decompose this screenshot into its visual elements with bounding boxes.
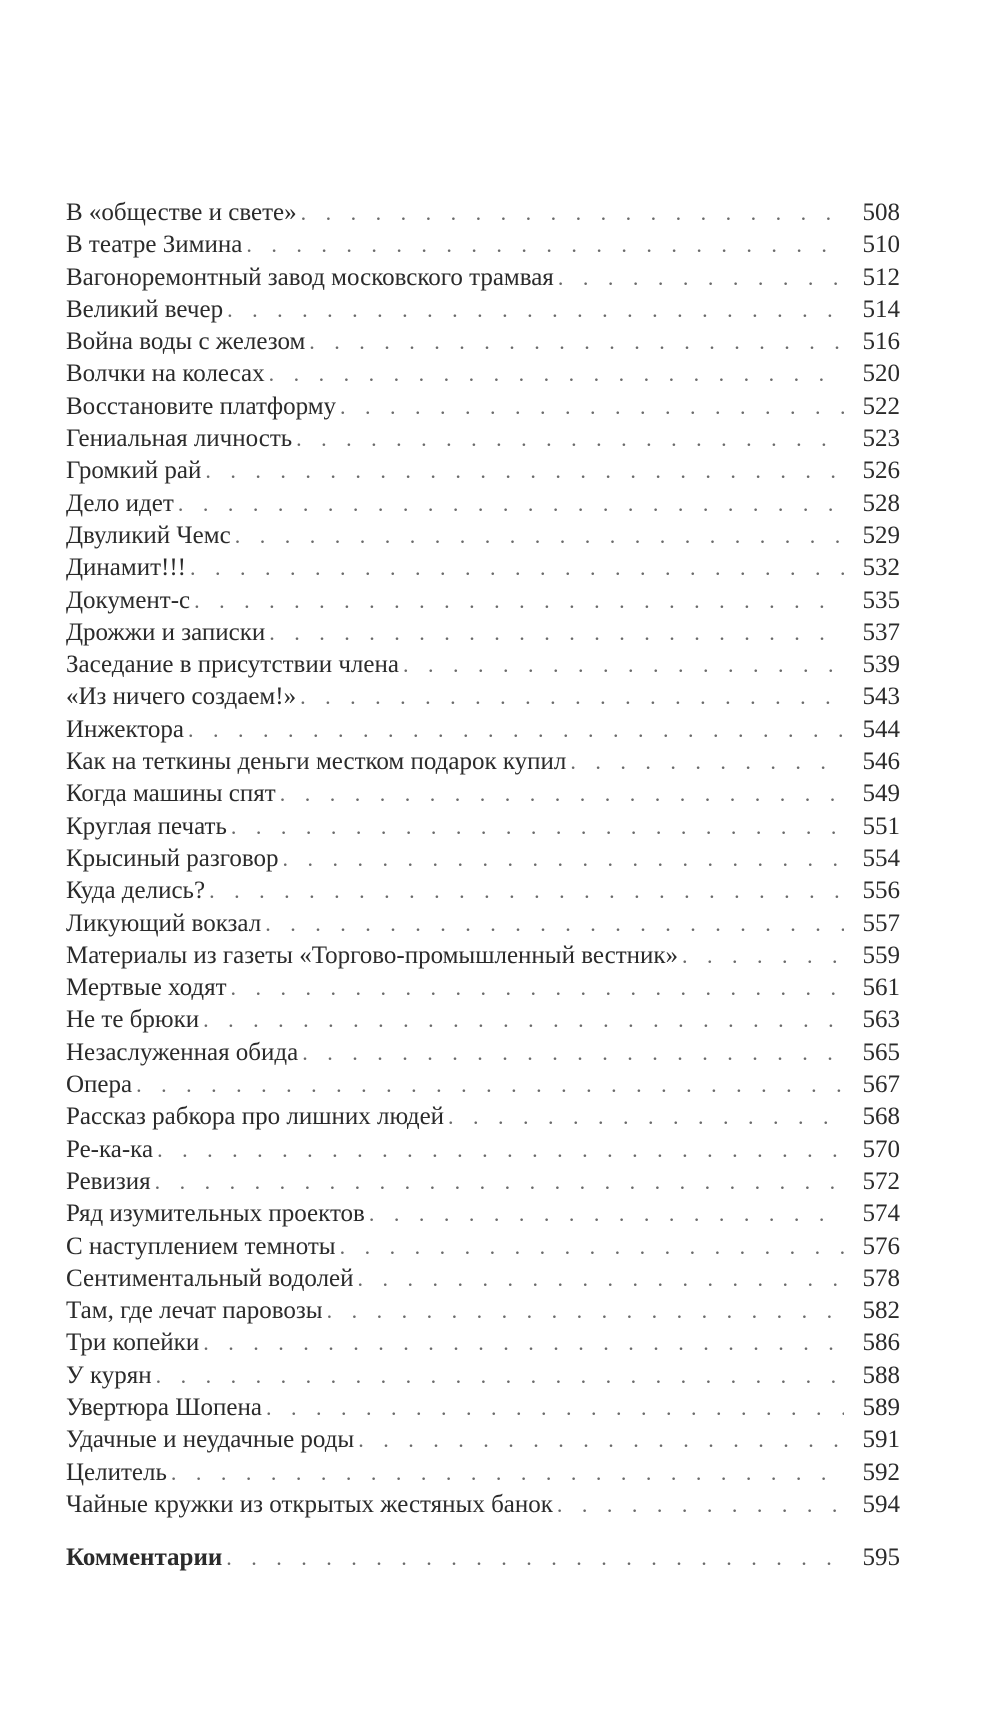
toc-entry-title: Там, где лечат паровозы	[66, 1297, 323, 1325]
toc-entry-title: Материалы из газеты «Торгово-промышленный вестник»	[66, 941, 679, 969]
toc-entry-page: 588	[862, 1361, 900, 1389]
toc-leader-dots	[190, 552, 844, 584]
toc-entry-title: Рассказ рабкора про лишних людей	[66, 1103, 445, 1131]
toc-entry	[66, 1392, 900, 1424]
toc-leader-dots	[194, 585, 844, 617]
toc-entry	[66, 229, 900, 261]
toc-entry	[66, 1037, 900, 1069]
toc-entry-title: В «обществе и свете»	[66, 199, 297, 226]
toc-entry	[66, 520, 900, 552]
toc-entry	[66, 1424, 900, 1456]
toc-leader-dots	[156, 1360, 844, 1392]
toc-entry-title: Круглая печать	[66, 812, 227, 840]
toc-entry-page: 568	[862, 1103, 900, 1131]
toc-leader-dots	[227, 294, 844, 326]
toc-entry-page: 554	[862, 844, 900, 872]
toc-entry	[66, 1004, 900, 1036]
toc-leader-dots	[358, 1263, 844, 1295]
toc-entry	[66, 714, 900, 746]
toc-entry-page: 576	[862, 1232, 900, 1260]
toc-entry	[66, 1295, 900, 1327]
toc-entry-page: 570	[862, 1135, 900, 1163]
toc-entry-page: 556	[862, 877, 900, 905]
toc-leader-dots	[178, 488, 844, 520]
toc-entry-title: Увертюра Шопена	[66, 1393, 262, 1421]
toc-leader-dots	[246, 229, 844, 261]
toc-entry-title: «Из ничего создаем!»	[66, 683, 297, 711]
toc-leader-dots	[188, 714, 844, 746]
toc-entry-title: Ряд изумительных проектов	[66, 1200, 365, 1228]
toc-leader-dots	[558, 262, 844, 294]
toc-entry	[66, 552, 900, 584]
toc-leader-dots	[327, 1295, 844, 1327]
toc-entry-title: Ликующий вокзал	[66, 909, 262, 937]
toc-leader-dots	[296, 423, 844, 455]
toc-entry	[66, 649, 900, 681]
toc-entry-title: Куда делись?	[66, 877, 206, 905]
toc-entry-title: Удачные и неудачные роды	[66, 1426, 355, 1454]
toc-entry-title: Волчки на колесах	[66, 360, 265, 388]
toc-entry-page: 592	[862, 1458, 900, 1486]
toc-entry-page: 544	[862, 715, 900, 743]
toc-entry	[66, 1134, 900, 1166]
toc-entry	[66, 391, 900, 423]
toc-entry	[66, 423, 900, 455]
toc-entry	[66, 1360, 900, 1392]
toc-entry	[66, 1327, 900, 1359]
toc-entry-page: 516	[862, 328, 900, 356]
toc-leader-dots	[557, 1489, 844, 1521]
toc-leader-dots	[203, 1004, 844, 1036]
toc-entry-title: Дрожжи и записки	[66, 618, 266, 646]
toc-entry-page: 546	[862, 748, 900, 776]
toc-entry	[66, 1231, 900, 1263]
toc-entry-page: 532	[862, 554, 900, 582]
toc-entry-title: В театре Зимина	[66, 231, 243, 259]
toc-entry-title: Дело идет	[66, 489, 174, 517]
toc-leader-dots	[157, 1134, 844, 1166]
toc-leader-dots	[358, 1424, 844, 1456]
toc-leader-dots	[300, 681, 844, 713]
toc-entry	[66, 585, 900, 617]
toc-entry-page: 522	[862, 392, 900, 420]
toc-leader-dots	[266, 1392, 844, 1424]
toc-entry-page: 559	[862, 941, 900, 969]
toc-entry-title: С наступлением темноты	[66, 1232, 336, 1260]
toc-entry	[66, 1263, 900, 1295]
toc-leader-dots	[136, 1069, 844, 1101]
toc-leader-dots	[235, 520, 844, 552]
toc-entry	[66, 746, 900, 778]
toc-entry-title: Целитель	[66, 1458, 167, 1486]
toc-leader-dots	[231, 811, 844, 843]
toc-leader-dots	[570, 746, 844, 778]
toc-entry-title: Не те брюки	[66, 1006, 200, 1034]
toc-entry-page: 535	[862, 586, 900, 614]
toc-entry-page: 539	[862, 651, 900, 679]
toc-entry-title: У курян	[66, 1361, 152, 1389]
toc-entry	[66, 326, 900, 358]
toc-leader-dots	[231, 972, 844, 1004]
toc-entry-title: Восстановите платформу	[66, 392, 337, 420]
toc-entry-page: 512	[862, 263, 900, 291]
toc-leader-dots	[340, 391, 844, 423]
toc-entry	[66, 908, 900, 940]
toc-entry-page: 510	[862, 231, 900, 259]
toc-entry	[66, 1166, 900, 1198]
toc-entry-page: 578	[862, 1264, 900, 1292]
toc-entry-page: 561	[862, 974, 900, 1002]
toc-entry-title: Сентиментальный водолей	[66, 1264, 354, 1292]
toc-leader-dots	[269, 358, 844, 390]
toc-entry	[66, 681, 900, 713]
toc-leader-dots	[203, 1327, 844, 1359]
toc-entry	[66, 358, 900, 390]
toc-entry-title: Чайные кружки из открытых жестяных банок	[66, 1490, 553, 1518]
toc-leader-dots	[265, 908, 844, 940]
toc-entry	[66, 843, 900, 875]
toc-leader-dots	[205, 455, 844, 487]
toc-entry	[66, 197, 900, 229]
toc-entry-title: Заседание в присутствии члена	[66, 651, 399, 679]
toc-leader-dots	[171, 1457, 844, 1489]
toc-entry-commentary	[66, 1542, 900, 1574]
toc-entry-page: 572	[862, 1167, 900, 1195]
toc-entry	[66, 617, 900, 649]
toc-entry-page: 594	[862, 1490, 900, 1518]
toc-entry-page: 526	[862, 457, 900, 485]
toc-entry-page: 549	[862, 780, 900, 808]
toc-leader-dots	[209, 875, 844, 907]
toc-entry-title: Динамит!!!	[66, 554, 187, 582]
toc-entry-page: 586	[862, 1329, 900, 1357]
toc-entry-page: 543	[862, 683, 900, 711]
toc-entry-title: Как на теткины деньги местком подарок купил	[66, 748, 567, 776]
toc-entry-title: Три копейки	[66, 1329, 200, 1357]
toc-entry-title: Документ-с	[66, 586, 191, 614]
toc-entry	[66, 1489, 900, 1521]
toc-entry	[66, 875, 900, 907]
toc-entry-page: 557	[862, 909, 900, 937]
toc-entry-page: 523	[862, 425, 900, 453]
table-of-contents	[66, 197, 900, 1521]
toc-entry-title: Незаслуженная обида	[66, 1038, 299, 1066]
toc-entry-title: Мертвые ходят	[66, 974, 227, 1002]
toc-entry-page: 567	[862, 1071, 900, 1099]
toc-entry-page: 595	[862, 1544, 900, 1571]
toc-entry-title: Ре-ка-ка	[66, 1135, 154, 1163]
toc-entry	[66, 1069, 900, 1101]
toc-entry-title: Великий вечер	[66, 295, 224, 323]
toc-entry-title: Двуликий Чемс	[66, 521, 231, 549]
toc-entry-title: Гениальная личность	[66, 425, 293, 453]
toc-leader-dots	[340, 1231, 844, 1263]
toc-entry-title: Опера	[66, 1071, 133, 1099]
toc-entry	[66, 811, 900, 843]
toc-leader-dots	[302, 1037, 844, 1069]
toc-entry	[66, 972, 900, 1004]
toc-leader-dots	[403, 649, 844, 681]
toc-entry-title: Громкий рай	[66, 457, 202, 485]
toc-entry-page: 537	[862, 618, 900, 646]
toc-entry-page: 589	[862, 1393, 900, 1421]
toc-entry-title: Война воды с железом	[66, 328, 306, 356]
toc-entry-page: 514	[862, 295, 900, 323]
toc-leader-dots	[301, 197, 844, 229]
toc-entry	[66, 294, 900, 326]
toc-entry	[66, 455, 900, 487]
toc-leader-dots	[280, 778, 844, 810]
toc-entry-page: 563	[862, 1006, 900, 1034]
toc-entry	[66, 1457, 900, 1489]
toc-entry-title: Когда машины спят	[66, 780, 276, 808]
toc-entry	[66, 1198, 900, 1230]
toc-entry-page: 565	[862, 1038, 900, 1066]
toc-entry-page: 529	[862, 521, 900, 549]
toc-entry-title: Крысиный разговор	[66, 844, 279, 872]
toc-leader-dots	[369, 1198, 844, 1230]
toc-entry	[66, 1101, 900, 1133]
toc-entry	[66, 940, 900, 972]
toc-entry-title: Комментарии	[66, 1544, 223, 1571]
toc-entry	[66, 488, 900, 520]
toc-entry	[66, 262, 900, 294]
toc-leader-dots	[269, 617, 844, 649]
toc-entry-page: 520	[862, 360, 900, 388]
toc-leader-dots	[448, 1101, 844, 1133]
toc-entry	[66, 778, 900, 810]
toc-entry-page: 551	[862, 812, 900, 840]
toc-entry-page: 508	[862, 199, 900, 226]
toc-leader-dots	[283, 843, 845, 875]
toc-leader-dots	[682, 940, 844, 972]
toc-entry-title: Вагоноремонтный завод московского трамвая	[66, 263, 554, 291]
toc-entry-title: Ревизия	[66, 1167, 151, 1195]
toc-leader-dots	[309, 326, 844, 358]
toc-entry-page: 574	[862, 1200, 900, 1228]
toc-entry-title: Инжектора	[66, 715, 184, 743]
toc-entry-page: 591	[862, 1426, 900, 1454]
toc-entry-page: 582	[862, 1297, 900, 1325]
toc-entry-page: 528	[862, 489, 900, 517]
toc-leader-dots	[226, 1542, 844, 1574]
toc-leader-dots	[155, 1166, 844, 1198]
